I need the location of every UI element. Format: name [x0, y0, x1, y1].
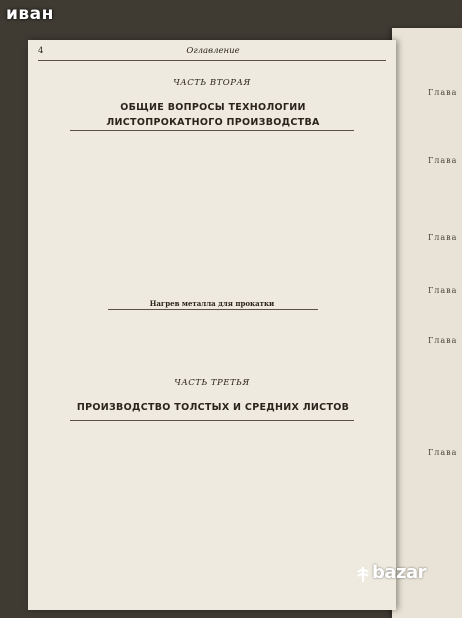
facing-page-fragment: Глава — [428, 448, 458, 457]
part-three-rule — [70, 420, 354, 421]
part-two-label: ЧАСТЬ ВТОРАЯ — [173, 78, 251, 88]
page-number: 4 — [38, 46, 44, 56]
part-three-label: ЧАСТЬ ТРЕТЬЯ — [174, 378, 250, 388]
bazar-wordmark: bazar — [372, 562, 427, 583]
bazar-mark-icon — [356, 566, 370, 584]
facing-page-fragment: Глава — [428, 88, 458, 97]
part-two-title: ОБЩИЕ ВОПРОСЫ ТЕХНОЛОГИИ ЛИСТОПРОКАТНОГО ПРОИЗВОДСТВА — [106, 102, 320, 128]
page-header — [38, 46, 388, 60]
facing-page-fragment: Глава — [428, 336, 458, 345]
watermark-text: иван — [6, 4, 54, 24]
part-two-rule — [70, 130, 354, 131]
facing-page — [392, 28, 462, 618]
header-rule — [38, 60, 386, 61]
facing-page-fragment: Глава — [428, 286, 458, 295]
bazar-logo — [356, 560, 452, 594]
subheading-rule — [108, 309, 318, 310]
running-title: Оглавление — [186, 46, 240, 56]
facing-page-fragment: Глава — [428, 156, 458, 165]
part-three-title: ПРОИЗВОДСТВО ТОЛСТЫХ И СРЕДНИХ ЛИСТОВ — [76, 402, 350, 413]
book-page — [28, 40, 396, 610]
facing-page-fragment: Глава — [428, 233, 458, 242]
toc-subheading: Нагрев металла для прокатки — [149, 299, 275, 309]
